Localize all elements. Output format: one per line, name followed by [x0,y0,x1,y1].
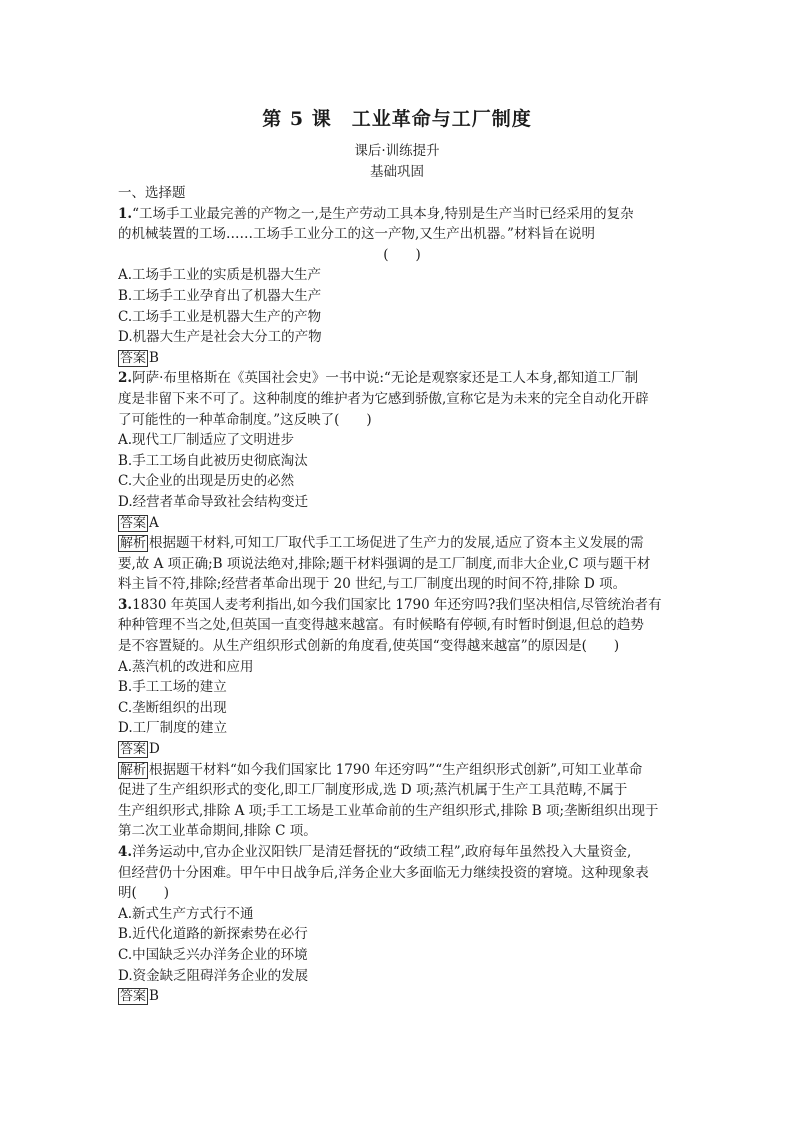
q2-explanation-3: 料主旨不符,排除;经营者革命出现于 20 世纪,与工厂制度出现的时间不符,排除 D 项。 [118,576,627,593]
q2-text-3: 了可能性的一种革命制度。”这反映了( ) [118,411,372,428]
q1-text-2: 的机械装置的工场……工场手工业分工的这一产物,又生产出机器。”材料旨在说明 [118,226,595,243]
explanation-tag: 解析 [120,762,147,778]
q3-answer-value: D [149,741,160,758]
subtitle-after-class: 课后·训练提升 [354,143,440,159]
q4-answer-value: B [149,988,159,1005]
q4-option-b: B.近代化道路的新探索势在必行 [118,926,308,943]
q1-answer [118,348,686,369]
q1-option-d: D.机器大生产是社会大分工的产物 [118,329,322,346]
q4-answer [118,986,686,1007]
q3-exp-text-1: 根据题干材料“如今我们国家比 1790 年还穷吗”“生产组织形式创新”,可知工业革命 [149,761,643,778]
q1-number: 1. [118,205,133,222]
q1-option-c: C.工场手工业是机器大生产的产物 [118,308,322,325]
q2-number: 2. [118,370,133,387]
q2-answer-value: A [149,514,159,531]
q2-exp-text-1: 根据题干材料,可知工厂取代手工工场促进了生产力的发展,适应了资本主义发展的需 [149,535,644,552]
q3-text-1: 1830 年英国人麦考利指出,如今我们国家比 1790 年还穷吗?我们坚决相信,尽管统治者有 [132,596,662,613]
answer-tag: 答案 [120,742,147,758]
q4-text-2: 但经营仍十分困难。甲午中日战争后,洋务企业大多面临无力继续投资的窘境。这种现象表 [118,864,649,881]
q3-option-b: B.手工工场的建立 [118,679,227,696]
q4-stem-line [118,842,686,863]
q1-option-b: B.工场手工业孕育出了机器大生产 [118,287,322,304]
q1-option-a: A.工场手工业的实质是机器大生产 [118,267,322,284]
section-heading: 一、选择题 [118,185,186,201]
question-content [118,183,686,1007]
lesson-title: 第 5 课 工业革命与工厂制度 [262,108,532,130]
q3-number: 3. [118,596,133,613]
answer-tag: 答案 [120,515,147,531]
q2-option-b: B.手工工场自此被历史彻底淘汰 [118,452,308,469]
q1-paren: ( ) [383,246,421,263]
q2-option-c: C.大企业的出现是历史的必然 [118,473,295,490]
answer-tag: 答案 [120,989,147,1005]
q3-explanation-1 [118,760,686,781]
q3-explanation-2: 促进了生产组织形式的变化,即工厂制度形成,选 D 项;蒸汽机属于生产工具范畴,不属于 [118,782,628,799]
q2-option-a: A.现代工厂制适应了文明进步 [118,432,295,449]
subtitle-basic: 基础巩固 [370,164,424,180]
q3-text-2: 种种管理不当之处,但英国一直变得越来越富。有时候略有停顿,有时暂时倒退,但总的趋势 [118,617,644,634]
q4-option-d: D.资金缺乏阻碍洋务企业的发展 [118,967,309,984]
q2-explanation-1 [118,533,686,554]
q1-text-1: “工场手工业最完善的产物之一,是生产劳动工具本身,特别是生产当时已经采用的复杂 [132,205,634,222]
q1-stem-line [118,204,686,225]
q3-stem-line [118,595,686,616]
q4-text-3: 明( ) [118,885,170,902]
q3-option-c: C.垄断组织的出现 [118,699,227,716]
explanation-tag: 解析 [120,536,147,552]
q4-text-1: 洋务运动中,官办企业汉阳铁厂是清廷督抚的“政绩工程”,政府每年虽然投入大量资金, [132,844,632,860]
q2-text-1: 阿萨·布里格斯在《英国社会史》一书中说:“无论是观察家还是工人本身,都知道工厂制 [132,370,639,387]
q2-stem-line [118,368,686,389]
q3-option-a: A.蒸汽机的改进和应用 [118,658,254,675]
q4-option-c: C.中国缺乏兴办洋务企业的环境 [118,946,308,963]
answer-tag: 答案 [120,350,147,366]
q2-explanation-2: 要,故 A 项正确;B 项说法绝对,排除;题干材料强调的是工厂制度,而非大企业,C 项与题干材 [118,555,651,572]
q4-option-a: A.新式生产方式行不通 [118,905,254,922]
q3-explanation-4: 第二次工业革命期间,排除 C 项。 [118,823,317,840]
q3-text-3: 是不容置疑的。从生产组织形式创新的角度看,使英国“变得越来越富”的原因是( ) [118,638,620,655]
q1-answer-value: B [149,349,159,366]
q2-option-d: D.经营者革命导致社会结构变迁 [118,493,309,510]
q4-number: 4. [118,844,133,860]
q2-text-2: 度是非留下来不可了。这种制度的维护者为它感到骄傲,宣称它是为未来的完全自动化开辟 [118,390,649,407]
q2-answer [118,513,686,534]
q3-answer [118,739,686,760]
q3-explanation-3: 生产组织形式,排除 A 项;手工工场是工业革命前的生产组织形式,排除 B 项;垄断组织出现于 [118,802,659,819]
q3-option-d: D.工厂制度的建立 [118,720,228,737]
